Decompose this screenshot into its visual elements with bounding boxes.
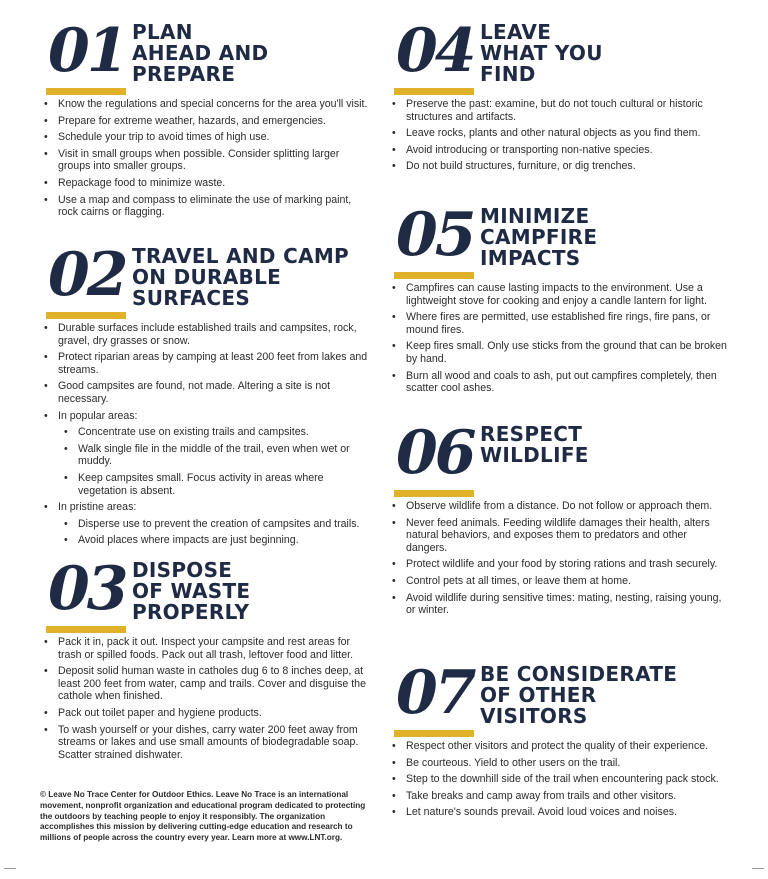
bullet-item xyxy=(58,665,370,703)
principle-title-line: SURFACES xyxy=(132,286,251,310)
accent-bar xyxy=(46,88,126,95)
principle-title-line: AHEAD AND xyxy=(132,41,269,65)
bullet-item xyxy=(58,501,370,547)
bullet-text: Know the regulations and special concerns for the area you'll visit. xyxy=(58,98,368,110)
principle-title xyxy=(480,206,597,269)
bullet-item xyxy=(406,773,728,786)
sub-bullet-item: • Avoid places where impacts are just beginning. xyxy=(78,534,370,547)
bullet-item xyxy=(58,177,370,190)
bullet-text: Repackage food to minimize waste. xyxy=(58,176,226,189)
bullet-item xyxy=(406,160,728,173)
principle-05 xyxy=(388,202,728,399)
principle-title-line: DISPOSE xyxy=(132,558,233,582)
bullet-text: Be courteous. Yield to other users on the trail. xyxy=(406,756,621,769)
bullet-item xyxy=(58,410,370,498)
principle-header xyxy=(40,18,370,98)
bullet-text: Protect riparian areas by camping at least 200 feet from lakes and streams. xyxy=(58,351,368,376)
sub-bullet-list xyxy=(58,518,370,547)
bullet-text: Visit in small groups when possible. Consider splitting larger groups into smaller groups. xyxy=(58,147,340,173)
bullet-item xyxy=(406,370,728,395)
bullet-text: Pack it in, pack it out. Inspect your campsite and rest areas for trash or spilled foods. Pack out all trash, leftover food and litter. xyxy=(58,636,354,661)
principle-title-line: CAMPFIRE xyxy=(480,225,598,249)
principle-header xyxy=(388,420,728,500)
principle-title-line: PROPERLY xyxy=(132,600,250,624)
principle-06 xyxy=(388,420,728,621)
principle-header xyxy=(388,18,728,98)
principle-07 xyxy=(388,660,728,823)
principle-title-line: OF OTHER xyxy=(480,683,597,707)
bullet-item xyxy=(406,592,728,617)
principle-bullet-list xyxy=(40,98,370,219)
footer-copyright: © Leave No Trace Center for Outdoor Ethics. Leave No Trace is an international movement, nonprofit organization and educational program dedicated to protecting the outdoors by teaching people to enjoy it responsibly. The organization accomplishes this mission by delivering cutting-edge education and research to millions of people across the country every year. Learn more at www.LNT.org. xyxy=(40,790,366,843)
principle-header xyxy=(388,202,728,282)
principle-title-line: TRAVEL AND CAMP xyxy=(132,244,350,268)
bullet-item xyxy=(406,517,728,555)
bullet-item xyxy=(406,144,728,157)
bullet-text: Durable surfaces include established trails and campsites, rock, gravel, dry grasses or snow. xyxy=(58,322,357,347)
principle-title-line: WHAT YOU xyxy=(480,41,603,65)
principle-bullet-list xyxy=(388,740,728,819)
principle-bullet-list xyxy=(388,98,728,173)
bullet-item xyxy=(406,311,728,336)
principle-04 xyxy=(388,18,728,177)
bullet-item xyxy=(58,115,370,128)
bullet-text: Use a map and compass to eliminate the use of marking paint, rock cairns or flagging. xyxy=(58,193,352,219)
principle-title-line: IMPACTS xyxy=(480,246,581,270)
accent-bar xyxy=(394,88,474,95)
bullet-item xyxy=(406,740,728,753)
bullet-text: Observe wildlife from a distance. Do not follow or approach them. xyxy=(406,500,713,512)
principle-title-line: PREPARE xyxy=(132,62,236,86)
accent-bar xyxy=(46,312,126,319)
bullet-item xyxy=(406,340,728,365)
bullet-item xyxy=(406,558,728,571)
principle-title-line: RESPECT xyxy=(480,422,583,446)
principle-number: 06 xyxy=(396,418,474,488)
bullet-item xyxy=(58,707,370,720)
bullet-item xyxy=(406,98,728,123)
bullet-item xyxy=(58,636,370,661)
principle-bullet-list xyxy=(388,282,728,395)
principle-title xyxy=(132,560,250,623)
principle-title-line: ON DURABLE xyxy=(132,265,282,289)
crop-mark-right xyxy=(752,868,764,869)
bullet-text: Let nature's sounds prevail. Avoid loud voices and noises. xyxy=(406,806,677,819)
bullet-item xyxy=(58,131,370,144)
principle-title-line: FIND xyxy=(480,62,536,86)
bullet-item xyxy=(58,380,370,405)
principle-title xyxy=(480,22,603,85)
principle-title xyxy=(132,246,349,309)
principle-number: 01 xyxy=(48,16,126,86)
bullet-item xyxy=(406,127,728,140)
principle-bullet-list xyxy=(40,636,370,761)
bullet-text: In popular areas: xyxy=(58,409,138,422)
principle-number: 03 xyxy=(48,554,126,624)
bullet-item xyxy=(406,757,728,770)
principle-header xyxy=(40,242,370,322)
bullet-item xyxy=(406,790,728,803)
principle-title-line: PLAN xyxy=(132,20,193,44)
bullet-item xyxy=(58,98,370,111)
bullet-item xyxy=(58,148,370,173)
principle-03 xyxy=(40,556,370,765)
accent-bar xyxy=(394,272,474,279)
principle-title-line: LEAVE xyxy=(480,20,552,44)
principle-title-line: MINIMIZE xyxy=(480,204,590,228)
bullet-text: Take breaks and camp away from trails and other visitors. xyxy=(406,789,677,802)
bullet-text: Step to the downhill side of the trail when encountering pack stock. xyxy=(406,773,719,786)
principle-01 xyxy=(40,18,370,223)
bullet-item xyxy=(406,575,728,588)
accent-bar xyxy=(394,730,474,737)
bullet-text: Burn all wood and coals to ash, put out campfires completely, then scatter cool ashes. xyxy=(406,369,717,395)
principle-number: 05 xyxy=(396,200,474,270)
principle-title-line: BE CONSIDERATE xyxy=(480,662,678,686)
sub-bullet-item: • Walk single file in the middle of the trail, even when wet or muddy. xyxy=(78,443,370,468)
bullet-text: Pack out toilet paper and hygiene products. xyxy=(58,706,262,719)
accent-bar xyxy=(394,490,474,497)
principle-bullet-list xyxy=(40,322,370,547)
bullet-item xyxy=(406,806,728,819)
bullet-text: Control pets at all times, or leave them at home. xyxy=(406,574,631,587)
principle-number: 07 xyxy=(396,658,474,728)
bullet-text: To wash yourself or your dishes, carry water 200 feet away from streams or lakes and use small amounts of biodegradable soap. Scatter strained dishwater. xyxy=(58,723,359,761)
bullet-item xyxy=(58,724,370,762)
bullet-text: Do not build structures, furniture, or dig trenches. xyxy=(406,160,636,173)
sub-bullet-list xyxy=(58,426,370,497)
bullet-text: Schedule your trip to avoid times of high use. xyxy=(58,131,270,144)
principle-title-line: OF WASTE xyxy=(132,579,251,603)
bullet-text: Where fires are permitted, use established fire rings, fire pans, or mound fires. xyxy=(406,311,711,336)
principle-header xyxy=(388,660,728,740)
bullet-item xyxy=(406,282,728,307)
bullet-text: Prepare for extreme weather, hazards, and emergencies. xyxy=(58,114,326,127)
bullet-item xyxy=(58,351,370,376)
crop-mark-left xyxy=(4,868,16,869)
principle-title xyxy=(132,22,268,85)
accent-bar xyxy=(46,626,126,633)
principle-bullet-list xyxy=(388,500,728,617)
bullet-text: Good campsites are found, not made. Altering a site is not necessary. xyxy=(58,380,331,405)
bullet-item xyxy=(58,194,370,219)
bullet-text: Leave rocks, plants and other natural objects as you find them. xyxy=(406,127,701,140)
sub-bullet-item: • Disperse use to prevent the creation of campsites and trails. xyxy=(78,518,370,531)
principle-title-line: VISITORS xyxy=(480,704,588,728)
principle-header xyxy=(40,556,370,636)
sub-bullet-item: • Keep campsites small. Focus activity in areas where vegetation is absent. xyxy=(78,472,370,497)
principle-title xyxy=(480,664,677,727)
bullet-text: Avoid wildlife during sensitive times: mating, nesting, raising young, or winter. xyxy=(406,591,722,617)
principle-number: 04 xyxy=(396,16,474,86)
bullet-text: Avoid introducing or transporting non-native species. xyxy=(406,143,653,156)
bullet-text: Campfires can cause lasting impacts to the environment. Use a lightweight stove for cooking and enjoy a candle lantern for light. xyxy=(406,282,707,307)
bullet-text: Preserve the past: examine, but do not touch cultural or historic structures and artifacts. xyxy=(406,98,703,123)
bullet-text: Deposit solid human waste in catholes dug 6 to 8 inches deep, at least 200 feet from water, camp and trails. Cover and disguise the cathole when finished. xyxy=(58,665,366,703)
bullet-text: Protect wildlife and your food by storing rations and trash securely. xyxy=(406,558,718,571)
bullet-text: Respect other visitors and protect the quality of their experience. xyxy=(406,740,709,752)
principle-number: 02 xyxy=(48,240,126,310)
principle-title-line: WILDLIFE xyxy=(480,443,589,467)
bullet-text: In pristine areas: xyxy=(58,501,137,514)
sub-bullet-item: • Concentrate use on existing trails and campsites. xyxy=(78,426,370,439)
principle-title xyxy=(480,424,589,466)
bullet-text: Never feed animals. Feeding wildlife damages their health, alters natural behaviors, and exposes them to predators and other dangers. xyxy=(406,516,710,554)
bullet-text: Keep fires small. Only use sticks from the ground that can be broken by hand. xyxy=(406,340,727,365)
bullet-item xyxy=(406,500,728,513)
bullet-item xyxy=(58,322,370,347)
principle-02 xyxy=(40,242,370,551)
